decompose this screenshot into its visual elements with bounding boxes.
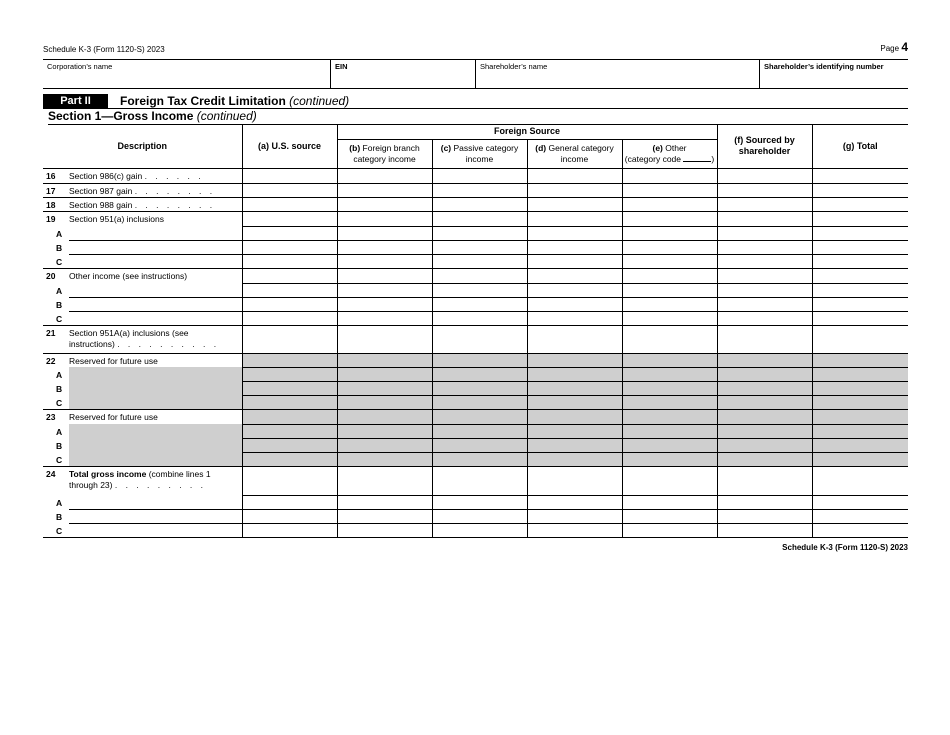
amount-cell[interactable] [717,466,812,495]
amount-cell[interactable] [812,523,908,537]
amount-cell[interactable] [242,523,337,537]
amount-cell[interactable] [717,240,812,254]
subline-description[interactable] [43,523,242,537]
amount-cell [242,353,337,367]
amount-cell[interactable] [432,240,527,254]
amount-cell[interactable] [527,183,622,197]
amount-cell[interactable] [527,297,622,311]
amount-cell [337,353,432,367]
table-row [43,297,908,311]
table-row [43,254,908,268]
amount-cell[interactable] [622,311,717,325]
subline-letter: A [56,286,63,296]
table-row [43,353,908,367]
amount-cell[interactable] [527,254,622,268]
col-b: (b) Foreign branch category income [337,139,432,168]
line-label: Section 988 gain . . . . . . . . [69,199,216,210]
amount-cell[interactable] [242,183,337,197]
amount-cell[interactable] [337,325,432,353]
amount-cell[interactable] [717,311,812,325]
line-number: 20 [46,270,56,281]
table-body [43,168,908,537]
table-row [43,211,908,226]
category-code-field[interactable] [683,161,711,162]
table-row [43,367,908,381]
amount-cell[interactable] [337,268,432,283]
subline-description [43,367,242,381]
amount-cell[interactable] [337,495,432,509]
amount-cell [717,367,812,381]
amount-cell [337,424,432,438]
table-row [43,197,908,211]
amount-cell[interactable] [337,311,432,325]
amount-cell [432,409,527,424]
amount-cell[interactable] [622,466,717,495]
amount-cell [812,424,908,438]
subline-letter: B [56,300,63,310]
amount-cell[interactable] [242,311,337,325]
amount-cell [622,409,717,424]
amount-cell [432,367,527,381]
amount-cell[interactable] [432,495,527,509]
line-description [43,168,242,183]
amount-cell [812,409,908,424]
subline-letter: B [56,243,63,253]
amount-cell[interactable] [622,183,717,197]
table-row [43,424,908,438]
amount-cell [622,438,717,452]
subline-description [43,438,242,452]
amount-cell [812,395,908,409]
col-a: (a) U.S. source [242,125,337,168]
line-description [43,211,242,226]
table-row [43,395,908,409]
amount-cell[interactable] [622,509,717,523]
identification-row [43,59,908,89]
amount-cell[interactable] [242,168,337,183]
part-title: Foreign Tax Credit Limitation (continued) [120,94,350,108]
amount-cell[interactable] [622,523,717,537]
amount-cell[interactable] [717,283,812,297]
amount-cell[interactable] [432,509,527,523]
table-row [43,381,908,395]
line-description [43,325,242,353]
amount-cell [527,367,622,381]
amount-cell [527,409,622,424]
amount-cell[interactable] [337,240,432,254]
amount-cell[interactable] [242,211,337,226]
amount-cell [432,452,527,466]
amount-cell[interactable] [432,311,527,325]
amount-cell [527,452,622,466]
amount-cell[interactable] [717,168,812,183]
amount-cell [527,424,622,438]
amount-cell[interactable] [337,211,432,226]
amount-cell [432,424,527,438]
amount-cell[interactable] [337,523,432,537]
amount-cell[interactable] [337,466,432,495]
amount-cell[interactable] [812,466,908,495]
section-title: Section 1—Gross Income (continued) [48,109,908,125]
line-label: Section 951(a) inclusions [69,213,164,224]
amount-cell [527,353,622,367]
shaded-area [69,395,242,409]
line-number: 19 [46,213,56,224]
amount-cell[interactable] [527,240,622,254]
amount-cell [337,409,432,424]
amount-cell[interactable] [717,495,812,509]
subline-description[interactable] [43,240,242,254]
amount-cell[interactable] [527,523,622,537]
amount-cell[interactable] [812,268,908,283]
amount-cell [812,438,908,452]
subline-description [43,395,242,409]
amount-cell[interactable] [242,268,337,283]
subline-letter: B [56,512,63,522]
amount-cell[interactable] [717,325,812,353]
amount-cell [622,381,717,395]
subline-description [43,381,242,395]
amount-cell [337,395,432,409]
amount-cell[interactable] [337,509,432,523]
col-c: (c) Passive category income [432,139,527,168]
amount-cell[interactable] [242,325,337,353]
amount-cell[interactable] [337,283,432,297]
amount-cell [717,353,812,367]
table-row [43,268,908,283]
subline-letter: C [56,398,63,408]
amount-cell [432,353,527,367]
subline-letter: A [56,427,63,437]
amount-cell[interactable] [527,495,622,509]
amount-cell[interactable] [242,240,337,254]
table-row [43,325,908,353]
amount-cell [432,438,527,452]
amount-cell[interactable] [432,466,527,495]
subline-description[interactable] [43,283,242,297]
amount-cell [527,438,622,452]
amount-cell[interactable] [717,226,812,240]
amount-cell [337,367,432,381]
amount-cell[interactable] [717,509,812,523]
amount-cell[interactable] [337,197,432,211]
amount-cell[interactable] [337,254,432,268]
shareholder-name-field[interactable]: Shareholder’s name [476,60,760,88]
amount-cell[interactable] [812,226,908,240]
amount-cell[interactable] [717,297,812,311]
amount-cell[interactable] [337,183,432,197]
amount-cell[interactable] [622,211,717,226]
subline-letter: C [56,455,63,465]
shareholder-id-field[interactable]: Shareholder’s identifying number [764,62,884,71]
amount-cell[interactable] [527,466,622,495]
line-description [43,183,242,197]
subline-description[interactable] [43,226,242,240]
subline-letter: A [56,498,63,508]
amount-cell[interactable] [527,325,622,353]
amount-cell[interactable] [432,183,527,197]
subline-letter: C [56,257,63,267]
line-label: Total gross income (combine lines 1 through 23) . . . . . . . . . [69,468,211,490]
table-row [43,452,908,466]
table-row [43,240,908,254]
corporation-name-field[interactable]: Corporation’s name [43,60,331,88]
subline-letter: B [56,384,63,394]
amount-cell[interactable] [622,268,717,283]
part-tag: Part II [43,94,108,108]
amount-cell[interactable] [337,168,432,183]
amount-cell [622,452,717,466]
subline-description [43,424,242,438]
line-description [43,353,242,367]
subline-letter: A [56,229,63,239]
table-row [43,311,908,325]
amount-cell[interactable] [622,297,717,311]
amount-cell [622,367,717,381]
amount-cell [527,381,622,395]
line-description [43,268,242,283]
amount-cell[interactable] [527,509,622,523]
line-number: 22 [46,355,56,366]
amount-cell [242,409,337,424]
amount-cell[interactable] [622,495,717,509]
amount-cell [812,452,908,466]
subline-description[interactable] [43,495,242,509]
table-row [43,226,908,240]
amount-cell[interactable] [717,268,812,283]
line-number: 23 [46,411,56,422]
amount-cell[interactable] [622,168,717,183]
ein-field[interactable]: EIN [331,60,476,88]
amount-cell[interactable] [812,197,908,211]
shaded-area [69,438,242,452]
amount-cell[interactable] [717,254,812,268]
subline-letter: A [56,370,63,380]
form-footer: Schedule K-3 (Form 1120-S) 2023 [782,542,908,552]
amount-cell[interactable] [622,254,717,268]
amount-cell [242,395,337,409]
amount-cell[interactable] [527,268,622,283]
amount-cell[interactable] [432,268,527,283]
amount-cell[interactable] [527,226,622,240]
amount-cell[interactable] [242,509,337,523]
line-number: 16 [46,170,56,181]
table-row [43,466,908,495]
amount-cell[interactable] [812,495,908,509]
amount-cell[interactable] [242,297,337,311]
line-label: Reserved for future use [69,355,158,366]
form-header [43,40,908,59]
table-row [43,409,908,424]
amount-cell[interactable] [432,325,527,353]
amount-cell[interactable] [242,495,337,509]
amount-cell[interactable] [432,254,527,268]
line-label: Other income (see instructions) [69,270,188,281]
part-heading [43,94,908,109]
amount-cell[interactable] [622,226,717,240]
amount-cell [432,381,527,395]
amount-cell[interactable] [622,240,717,254]
amount-cell [527,395,622,409]
amount-cell [242,452,337,466]
line-number: 18 [46,199,56,210]
line-description [43,466,242,495]
line-number: 17 [46,185,56,196]
foreign-source-header: Foreign Source [337,125,717,139]
line-description [43,409,242,424]
line-label: Section 987 gain . . . . . . . . [69,185,216,196]
entry-line [69,537,242,538]
amount-cell[interactable] [527,197,622,211]
amount-cell[interactable] [717,523,812,537]
amount-cell[interactable] [242,466,337,495]
amount-cell [337,438,432,452]
amount-cell [622,353,717,367]
amount-cell [717,452,812,466]
subline-letter: C [56,314,63,324]
table-row [43,183,908,197]
amount-cell[interactable] [242,254,337,268]
amount-cell[interactable] [812,211,908,226]
amount-cell[interactable] [812,183,908,197]
amount-cell[interactable] [432,168,527,183]
amount-cell[interactable] [432,523,527,537]
amount-cell [432,395,527,409]
amount-cell[interactable] [242,283,337,297]
amount-cell[interactable] [812,311,908,325]
col-f: (f) Sourced by shareholder [717,125,812,168]
line-label: Section 951A(a) inclusions (see instructions) . . . . . . . . . . [69,327,220,349]
table-row [43,283,908,297]
table-row [43,168,908,183]
amount-cell[interactable] [432,211,527,226]
amount-cell[interactable] [812,297,908,311]
amount-cell [812,367,908,381]
amount-cell [242,424,337,438]
amount-cell[interactable] [527,168,622,183]
col-description: Description [43,125,242,168]
subline-letter: B [56,441,63,451]
table-row [43,523,908,537]
amount-cell [337,381,432,395]
gross-income-table [43,125,908,538]
table-row [43,438,908,452]
amount-cell[interactable] [812,240,908,254]
form-page [43,40,908,552]
shaded-area [69,452,242,466]
amount-cell [812,381,908,395]
amount-cell [717,424,812,438]
page-number: Page 4 [880,40,908,54]
col-g: (g) Total [812,125,908,168]
line-number: 24 [46,468,56,479]
amount-cell [242,438,337,452]
amount-cell[interactable] [812,168,908,183]
subline-description[interactable] [43,254,242,268]
amount-cell [242,367,337,381]
amount-cell[interactable] [242,197,337,211]
col-e: (e) Other (category code ) [622,139,717,168]
subline-description[interactable] [43,509,242,523]
line-description [43,197,242,211]
subline-letter: C [56,526,63,536]
amount-cell[interactable] [812,254,908,268]
amount-cell [242,381,337,395]
amount-cell[interactable] [337,297,432,311]
form-id: Schedule K-3 (Form 1120-S) 2023 [43,45,165,54]
subline-description[interactable] [43,311,242,325]
amount-cell[interactable] [812,283,908,297]
amount-cell[interactable] [527,311,622,325]
amount-cell[interactable] [242,226,337,240]
amount-cell[interactable] [432,283,527,297]
amount-cell [812,353,908,367]
shaded-area [69,381,242,395]
amount-cell[interactable] [622,325,717,353]
amount-cell[interactable] [717,211,812,226]
amount-cell[interactable] [812,509,908,523]
amount-cell[interactable] [432,197,527,211]
amount-cell[interactable] [432,297,527,311]
amount-cell[interactable] [717,197,812,211]
amount-cell[interactable] [622,283,717,297]
amount-cell [622,395,717,409]
amount-cell [337,452,432,466]
amount-cell [717,395,812,409]
subline-description[interactable] [43,297,242,311]
amount-cell [717,381,812,395]
table-row [43,509,908,523]
amount-cell[interactable] [622,197,717,211]
amount-cell[interactable] [432,226,527,240]
subline-description [43,452,242,466]
table-row [43,495,908,509]
amount-cell [622,424,717,438]
amount-cell[interactable] [527,211,622,226]
line-number: 21 [46,327,56,338]
amount-cell[interactable] [717,183,812,197]
amount-cell[interactable] [527,283,622,297]
line-label: Reserved for future use [69,411,158,422]
amount-cell[interactable] [812,325,908,353]
amount-cell [717,438,812,452]
col-d: (d) General category income [527,139,622,168]
line-label: Section 986(c) gain . . . . . . [69,170,204,181]
shaded-area [69,367,242,381]
amount-cell[interactable] [337,226,432,240]
shaded-area [69,424,242,438]
amount-cell [717,409,812,424]
